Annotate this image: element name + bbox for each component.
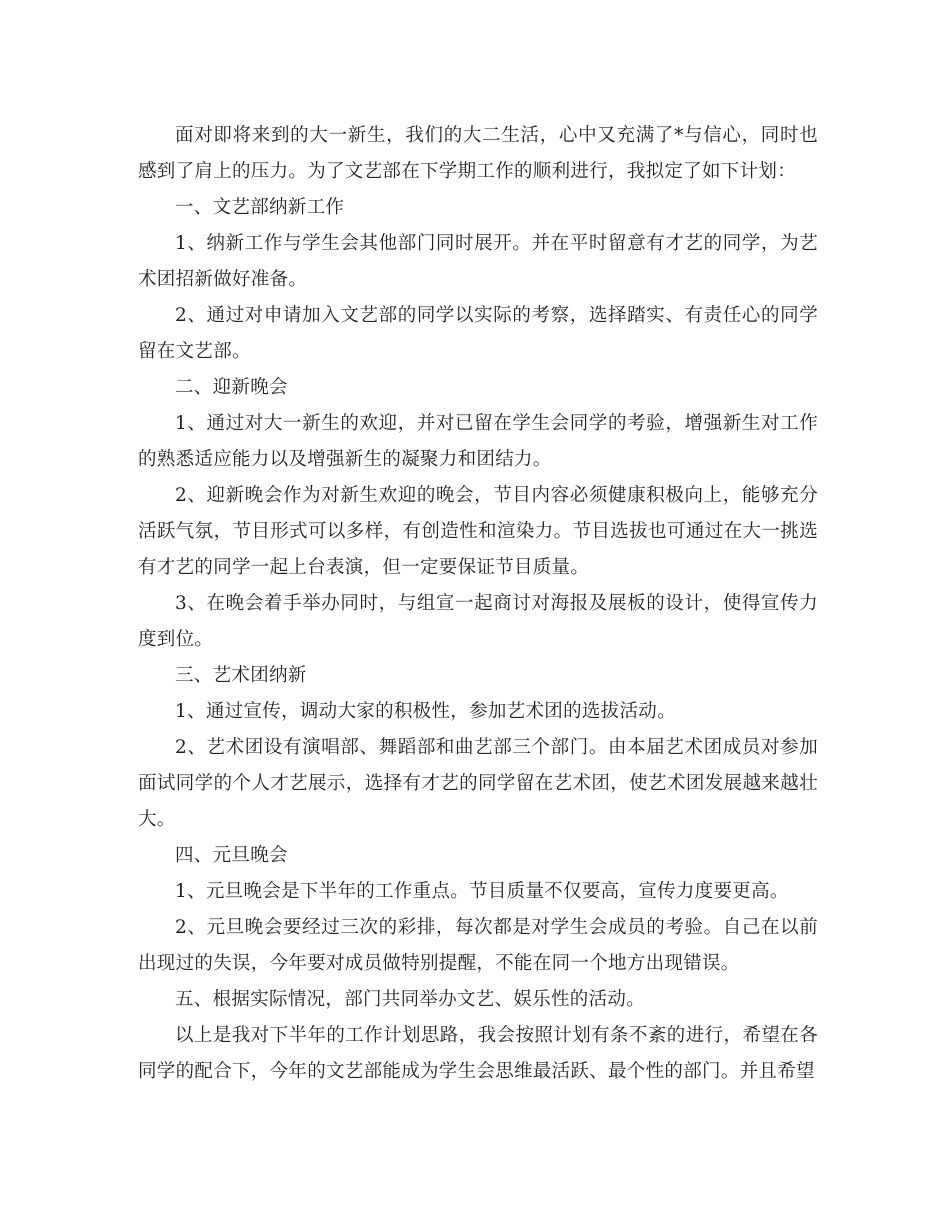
paragraph-intro: 面对即将来到的大一新生，我们的大二生活，心中又充满了*与信心，同时也感到了肩上的压力。为了文艺部在下学期工作的顺利进行，我拟定了如下计划： (138, 125, 818, 182)
paragraph-4-1: 1、元旦晚会是下半年的工作重点。节目质量不仅要高，宣传力度要更高。 (175, 881, 789, 902)
paragraph-4-2: 2、元旦晚会要经过三次的彩排，每次都是对学生会成员的考验。自己在以前出现过的失误，今年要对成员做特别提醒，不能在同一个地方出现错误。 (138, 917, 818, 974)
heading-section-4: 四、元旦晚会 (175, 845, 288, 866)
paragraph-2-1: 1、通过对大一新生的欢迎，并对已留在学生会同学的考验，增强新生对工作的熟悉适应能力以及增强新生的凝聚力和团结力。 (138, 413, 818, 470)
paragraph-2-2: 2、迎新晚会作为对新生欢迎的晚会，节目内容必须健康积极向上，能够充分活跃气氛，节目形式可以多样，有创造性和渲染力。节目选拔也可通过在大一挑选有才艺的同学一起上台表演，但一定要保证节目质量。 (138, 485, 818, 578)
paragraph-2-3: 3、在晚会着手举办同时，与组宣一起商讨对海报及展板的设计，使得宣传力度到位。 (138, 593, 818, 650)
paragraph-1-1: 1、纳新工作与学生会其他部门同时展开。并在平时留意有才艺的同学，为艺术团招新做好准备。 (138, 233, 818, 290)
heading-section-1: 一、文艺部纳新工作 (175, 197, 345, 218)
document-body (138, 118, 818, 1090)
heading-section-2: 二、迎新晚会 (175, 377, 288, 398)
paragraph-3-1: 1、通过宣传，调动大家的积极性，参加艺术团的选拔活动。 (175, 701, 676, 722)
paragraph-closing: 以上是我对下半年的工作计划思路，我会按照计划有条不紊的进行，希望在各同学的配合下，今年的文艺部能成为学生会思维最活跃、最个性的部门。并且希望 (138, 1025, 818, 1082)
paragraph-3-2: 2、艺术团设有演唱部、舞蹈部和曲艺部三个部门。由本届艺术团成员对参加面试同学的个人才艺展示，选择有才艺的同学留在艺术团，使艺术团发展越来越壮大。 (138, 737, 818, 830)
heading-section-5: 五、根据实际情况，部门共同举办文艺、娱乐性的活动。 (175, 989, 646, 1010)
heading-section-3: 三、艺术团纳新 (175, 665, 307, 686)
paragraph-1-2: 2、通过对申请加入文艺部的同学以实际的考察，选择踏实、有责任心的同学留在文艺部。 (138, 305, 818, 362)
